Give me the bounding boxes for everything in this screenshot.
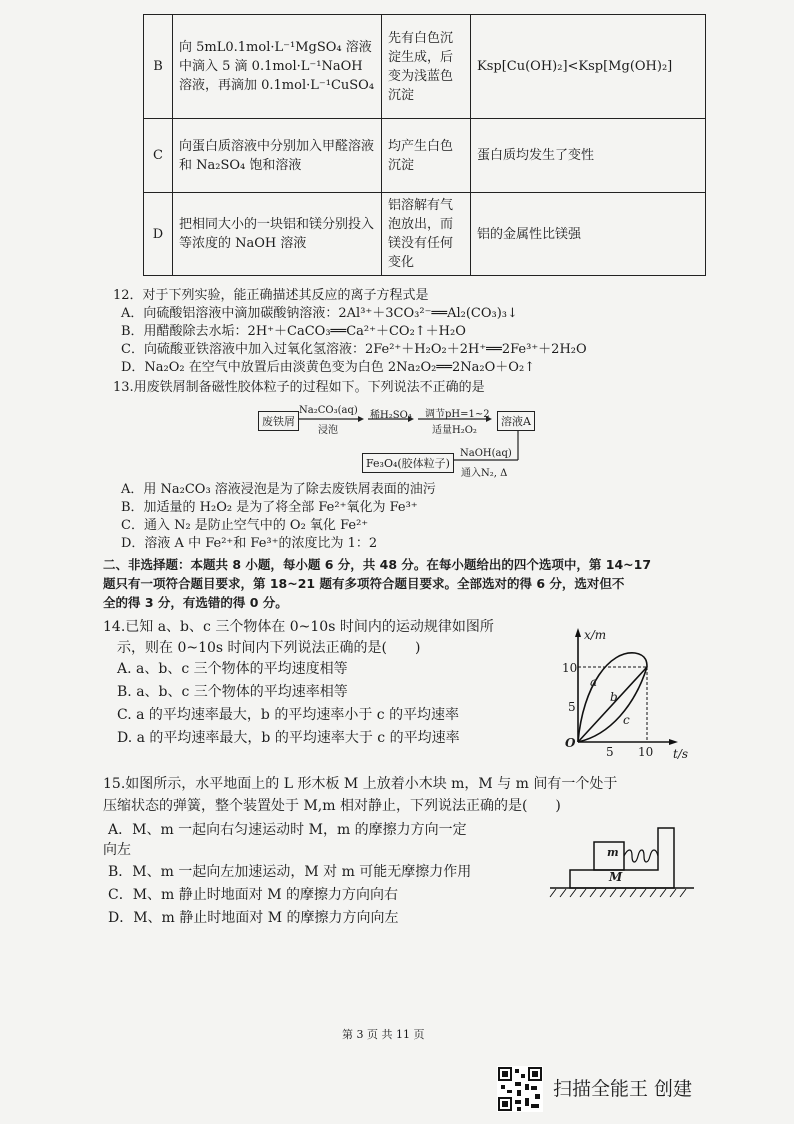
small-block-label: m — [607, 846, 619, 859]
table-row — [144, 119, 706, 193]
page-number: 第 3 页 共 11 页 — [342, 1028, 425, 1041]
q15-option-d: D．M、m 静止时地面对 M 的摩擦力方向向左 — [108, 910, 399, 926]
q13-option-a: A．用 Na₂CO₃ 溶液浸泡是为了除去废铁屑表面的油污 — [121, 482, 436, 497]
q14-stem-line2: 示，则在 0~10s 时间内下列说法正确的是( ) — [117, 640, 421, 656]
section-heading-line2: 题只有一项符合题目要求，第 18~21 题有多项符合题目要求。全部选对的得 6 分，选对但不 — [103, 576, 625, 591]
q14-option-c: C. a 的平均速率最大，b 的平均速率小于 c 的平均速率 — [117, 707, 460, 723]
q13-option-d: D．溶液 A 中 Fe²⁺和 Fe³⁺的浓度比为 1：2 — [121, 536, 378, 551]
flow-step3-bottom: 适量H₂O₂ — [432, 425, 477, 436]
q15-stem-line2: 压缩状态的弹簧，整个装置处于 M,m 相对静止，下列说法正确的是( ) — [103, 798, 561, 814]
qr-code-icon — [497, 1066, 543, 1112]
board-label: M — [609, 870, 623, 884]
conclusion-cell: 铝的金属性比镁强 — [471, 193, 706, 276]
y-tick-10: 10 — [562, 661, 578, 675]
phenomenon-cell: 均产生白色沉淀 — [382, 119, 471, 193]
block-spring-svg — [548, 822, 698, 900]
q13-stem: 13.用废铁屑制备磁性胶体粒子的过程如下。下列说法不正确的是 — [113, 380, 485, 395]
operation-cell: 向蛋白质溶液中分别加入甲醛溶液和 Na₂SO₄ 饱和溶液 — [173, 119, 382, 193]
q15-option-c: C．M、m 静止时地面对 M 的摩擦力方向向右 — [108, 887, 399, 903]
phenomenon-cell: 先有白色沉淀生成，后变为浅蓝色沉淀 — [382, 15, 471, 119]
origin-label: O — [565, 736, 576, 750]
q12-option-a: A．向硫酸铝溶液中滴加碳酸钠溶液：2Al³⁺＋3CO₃²⁻══Al₂(CO₃)₃↓ — [121, 306, 518, 321]
flow-start-box: 废铁屑 — [258, 411, 299, 431]
operation-cell: 向 5mL0.1mol·L⁻¹MgSO₄ 溶液中滴入 5 滴 0.1mol·L⁻¹NaOH 溶液，再滴加 0.1mol·L⁻¹CuSO₄ — [173, 15, 382, 119]
q15-option-a-line1: A．M、m 一起向右匀速运动时 M，m 的摩擦力方向一定 — [108, 822, 467, 838]
operation-cell: 把相同大小的一块铝和镁分别投入等浓度的 NaOH 溶液 — [173, 193, 382, 276]
curve-c-label: c — [623, 713, 630, 727]
flow-step3-top: 调节pH=1~2 — [425, 409, 490, 420]
q14-option-d: D. a 的平均速率最大，b 的平均速率大于 c 的平均速率 — [117, 730, 460, 746]
flow-step2-top: 稀H₂SO₄ — [370, 410, 412, 421]
experiment-table — [143, 14, 706, 276]
q12-option-b: B．用醋酸除去水垢：2H⁺＋CaCO₃══Ca²⁺＋CO₂↑＋H₂O — [121, 324, 466, 339]
q13-option-b: B．加适量的 H₂O₂ 是为了将全部 Fe²⁺氧化为 Fe³⁺ — [121, 500, 418, 515]
q14-option-a: A. a、b、c 三个物体的平均速度相等 — [117, 661, 348, 677]
flow-product-box: Fe₃O₄(胶体粒子) — [362, 453, 454, 473]
flow-step4-bottom: 通入N₂, Δ — [461, 468, 508, 479]
section-heading-line1: 二、非选择题：本题共 8 小题，每小题 6 分，共 48 分。在每小题给出的四个选项中，第 14~17 — [103, 557, 652, 572]
q15-option-a-line2: 向左 — [103, 842, 131, 858]
section-heading-line3: 全的得 3 分，有选错的得 0 分。 — [103, 595, 288, 610]
row-label: D — [144, 193, 173, 276]
spring — [624, 850, 658, 862]
row-label: C — [144, 119, 173, 193]
q14-stem-line1: 14.已知 a、b、c 三个物体在 0~10s 时间内的运动规律如图所 — [103, 619, 494, 635]
row-label: B — [144, 15, 173, 119]
line-b — [578, 667, 647, 742]
q13-option-c: C．通入 N₂ 是防止空气中的 O₂ 氧化 Fe²⁺ — [121, 518, 369, 533]
flow-solution-box: 溶液A — [497, 411, 535, 431]
flow-step1-top: Na₂CO₃(aq) — [299, 405, 358, 416]
q12-option-c: C．向硫酸亚铁溶液中加入过氧化氢溶液：2Fe²⁺＋H₂O₂＋2H⁺══2Fe³⁺＋2H₂O — [121, 342, 587, 357]
y-axis-label: x/m — [584, 628, 607, 642]
x-tick-10: 10 — [638, 745, 654, 759]
x-tick-5: 5 — [606, 745, 614, 759]
q12-stem: 12．对于下列实验，能正确描述其反应的离子方程式是 — [113, 288, 429, 303]
q15-option-b: B．M、m 一起向左加速运动，M 对 m 可能无摩擦力作用 — [108, 864, 472, 880]
y-tick-5: 5 — [568, 700, 576, 714]
flow-step4-top: NaOH(aq) — [460, 448, 512, 459]
curve-a-label: a — [590, 675, 598, 689]
conclusion-cell: Ksp[Cu(OH)₂]<Ksp[Mg(OH)₂] — [471, 15, 706, 119]
table-row — [144, 15, 706, 119]
conclusion-cell: 蛋白质均发生了变性 — [471, 119, 706, 193]
line-b-label: b — [610, 690, 618, 704]
q15-stem-line1: 15.如图所示，水平地面上的 L 形木板 M 上放着小木块 m，M 与 m 间有一个处于 — [103, 776, 618, 792]
q14-option-b: B. a、b、c 三个物体的平均速率相等 — [117, 684, 348, 700]
phenomenon-cell: 铝溶解有气泡放出，而镁没有任何变化 — [382, 193, 471, 276]
table-row — [144, 193, 706, 276]
q12-option-d: D．Na₂O₂ 在空气中放置后由淡黄色变为白色 2Na₂O₂══2Na₂O＋O₂↑ — [121, 360, 536, 375]
flow-step1-bottom: 浸泡 — [318, 425, 338, 436]
scanner-watermark: 扫描全能王 创建 — [553, 1078, 693, 1100]
x-axis-label: t/s — [673, 747, 689, 761]
